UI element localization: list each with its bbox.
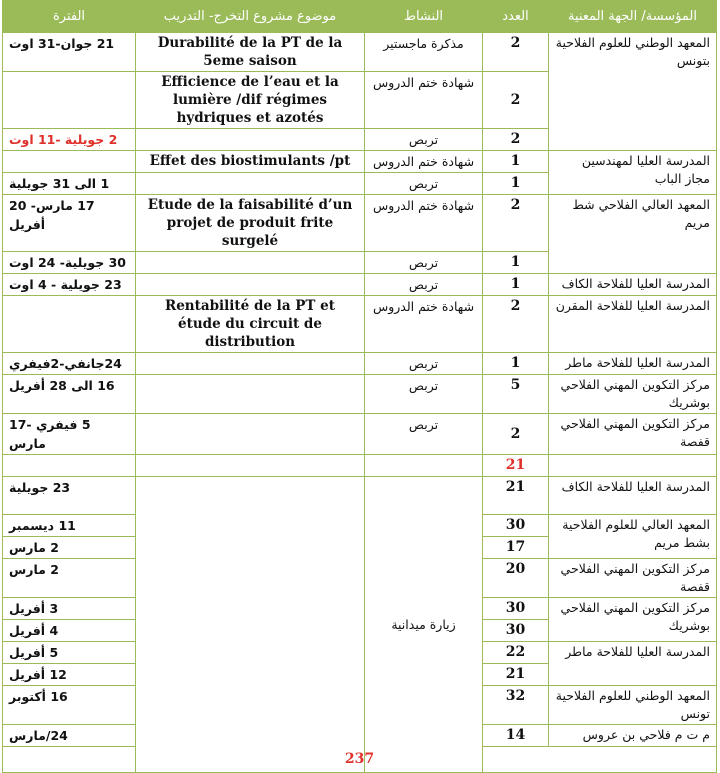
activity-cell: تربص [365, 252, 483, 274]
activity-cell: شهادة ختم الدروس [365, 151, 483, 173]
org-cell: المدرسة العليا للفلاحة الكاف [549, 274, 717, 296]
period-cell: 5 أفريل [3, 642, 136, 664]
table-row [3, 414, 717, 455]
topic-cell: Effet des biostimulants /pt [136, 151, 365, 173]
org-cell: المعهد الوطني للعلوم الفلاحية تونس [549, 686, 717, 725]
count-cell: 2 [483, 33, 549, 72]
subtotal-cell: 21 [483, 455, 549, 477]
period-cell: 3 أفريل [3, 598, 136, 620]
period-cell: 2 مارس [3, 537, 136, 559]
org-cell: مركز التكوين المهني الفلاحي بوشريك [549, 375, 717, 414]
period-cell: 17 مارس- 20 أفريل [3, 195, 136, 252]
table-row [3, 477, 717, 515]
topic-cell: Etude de la faisabilité d’un projet de produit frite surgelé [136, 195, 365, 252]
visit-activity-cell: زيارة ميدانية [365, 477, 483, 773]
period-cell: 5 فيفري -17 مارس [3, 414, 136, 455]
period-cell [3, 455, 136, 477]
table-row [3, 195, 717, 252]
org-cell: المدرسة العليا للفلاحة ماطر [549, 353, 717, 375]
training-table [2, 0, 717, 773]
count-cell: 1 [483, 252, 549, 274]
activity-cell: شهادة ختم الدروس [365, 72, 483, 129]
header-activity: النشاط [365, 1, 483, 33]
period-cell: 23 جويلية - 4 اوت [3, 274, 136, 296]
activity-cell [365, 455, 483, 477]
topic-cell [136, 274, 365, 296]
activity-cell: تربص [365, 274, 483, 296]
topic-cell [136, 129, 365, 151]
topic-cell [136, 173, 365, 195]
count-cell: 21 [483, 477, 549, 515]
topic-cell: Efficience de l’eau et la lumière /dif régimes hydriques et azotés [136, 72, 365, 129]
header-row [3, 1, 717, 33]
org-cell: م ت م فلاحي بن عروس [549, 725, 717, 747]
activity-cell: تربص [365, 173, 483, 195]
count-cell: 32 [483, 686, 549, 725]
org-cell: المعهد العالي للعلوم الفلاحية بشط مريم [549, 515, 717, 559]
period-cell: 2 مارس [3, 559, 136, 598]
count-cell: 30 [483, 598, 549, 620]
org-cell: مركز التكوين المهني الفلاحي بوشريك [549, 598, 717, 642]
topic-cell [136, 375, 365, 414]
count-cell: 30 [483, 515, 549, 537]
period-cell: 21 جوان-31 اوت [3, 33, 136, 72]
org-cell: المدرسة العليا للفلاحة ماطر [549, 642, 717, 686]
count-cell: 21 [483, 664, 549, 686]
count-cell: 2 [483, 72, 549, 129]
grand-total: 237 [3, 747, 717, 773]
org-cell: مركز التكوين المهني الفلاحي قفصة [549, 414, 717, 455]
activity-cell: تربص [365, 414, 483, 455]
count-cell: 22 [483, 642, 549, 664]
period-cell: 1 الى 31 جويلية [3, 173, 136, 195]
topic-cell [136, 455, 365, 477]
table-row [3, 274, 717, 296]
activity-cell: شهادة ختم الدروس [365, 195, 483, 252]
total-row [3, 747, 717, 773]
topic-cell [136, 477, 365, 773]
topic-cell [136, 252, 365, 274]
period-cell: 24جانفي-2فيفري [3, 353, 136, 375]
period-cell: 30 جويلية- 24 اوت [3, 252, 136, 274]
org-cell: مركز التكوين المهني الفلاحي قفصة [549, 559, 717, 598]
topic-cell [136, 414, 365, 455]
count-cell: 20 [483, 559, 549, 598]
period-cell: 16 الى 28 أفريل [3, 375, 136, 414]
count-cell: 1 [483, 274, 549, 296]
period-cell [3, 72, 136, 129]
org-cell: المدرسة العليا للفلاحة المقرن [549, 296, 717, 353]
count-cell: 30 [483, 620, 549, 642]
count-cell: 17 [483, 537, 549, 559]
org-cell: المعهد العالي الفلاحي شط مريم [549, 195, 717, 274]
period-cell: 12 أفريل [3, 664, 136, 686]
period-cell: 4 أفريل [3, 620, 136, 642]
org-cell: المدرسة العليا للفلاحة الكاف [549, 477, 717, 515]
header-period: الفترة [3, 1, 136, 33]
period-cell [3, 296, 136, 353]
org-cell [549, 455, 717, 477]
header-org: المؤسسة/ الجهة المعنية [549, 1, 717, 33]
activity-cell: شهادة ختم الدروس [365, 296, 483, 353]
org-cell: المدرسة العليا لمهندسين مجاز الباب [549, 151, 717, 195]
count-cell: 2 [483, 129, 549, 151]
subtotal-row [3, 455, 717, 477]
header-count: العدد [483, 1, 549, 33]
table-row [3, 353, 717, 375]
topic-cell: Durabilité de la PT de la 5eme saison [136, 33, 365, 72]
count-cell: 5 [483, 375, 549, 414]
org-cell: المعهد الوطني للعلوم الفلاحية بتونس [549, 33, 717, 151]
count-cell: 1 [483, 353, 549, 375]
topic-cell [136, 353, 365, 375]
count-cell: 2 [483, 296, 549, 353]
table-row [3, 33, 717, 72]
count-cell: 1 [483, 173, 549, 195]
activity-cell: تربص [365, 353, 483, 375]
table-row [3, 296, 717, 353]
activity-cell: تربص [365, 129, 483, 151]
header-topic: موضوع مشروع التخرج- التدريب [136, 1, 365, 33]
table-row [3, 151, 717, 173]
table-row [3, 375, 717, 414]
period-cell: 2 جويلية -11 اوت [3, 129, 136, 151]
count-cell: 14 [483, 725, 549, 747]
period-cell: 16 أكتوبر [3, 686, 136, 725]
count-cell: 2 [483, 195, 549, 252]
period-cell: 11 ديسمبر [3, 515, 136, 537]
period-cell [3, 151, 136, 173]
activity-cell: مذكرة ماجستير [365, 33, 483, 72]
period-cell: 23 جويلية [3, 477, 136, 515]
count-cell: 2 [483, 414, 549, 455]
topic-cell: Rentabilité de la PT et étude du circuit de distribution [136, 296, 365, 353]
activity-cell: تربص [365, 375, 483, 414]
period-cell: 24/مارس [3, 725, 136, 747]
count-cell: 1 [483, 151, 549, 173]
